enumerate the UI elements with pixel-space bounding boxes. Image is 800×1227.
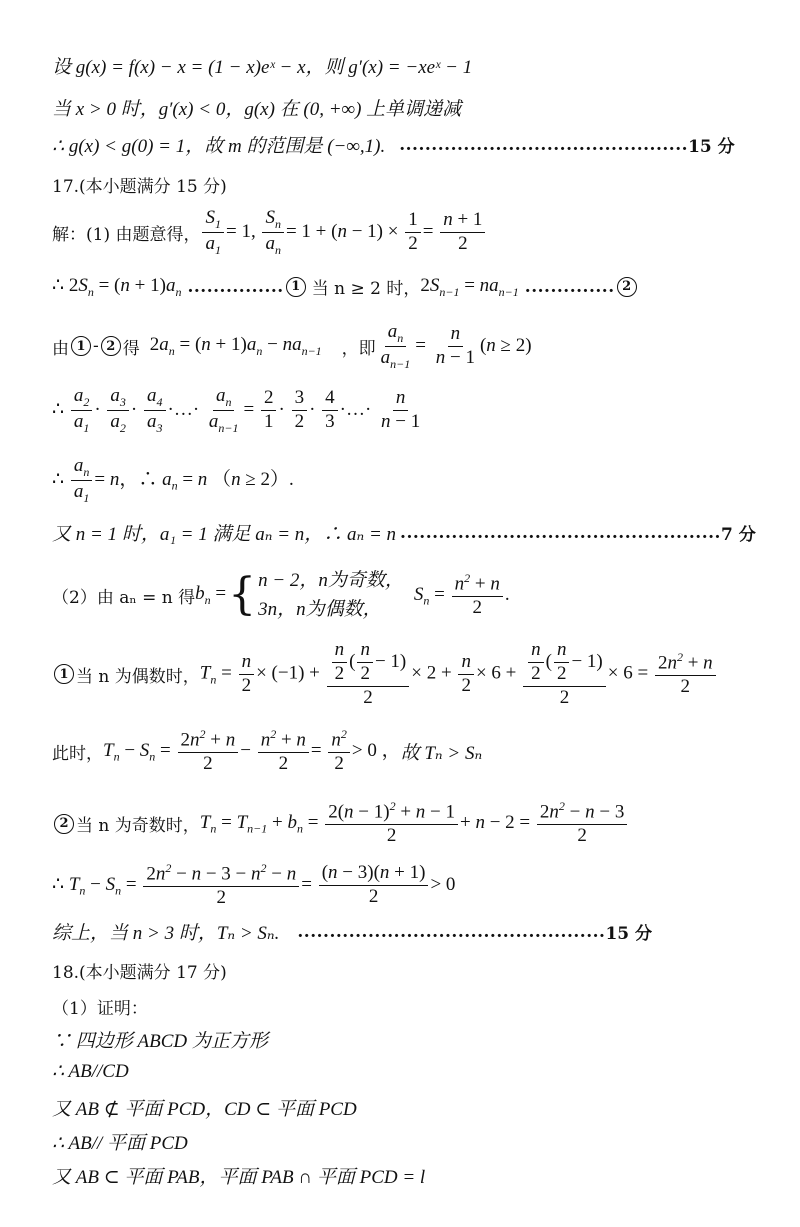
solution-line-10: [52, 800, 760, 847]
solution-line-9: [52, 728, 760, 775]
formula-bn: $b_n$ =: [195, 583, 227, 607]
problem-18-heading: [52, 958, 760, 983]
formula-Tn-Sn-even: $T_n - S_n$ = $\frac{2n^2 + n}{2}$ − $\frac{n^2 + n}{2}$ = $\frac{n^2}{2}$ > 0 ，: [103, 727, 401, 775]
solution-line-5: [52, 456, 760, 505]
label-ie: ，: [341, 338, 359, 359]
formula-Tn-even: $T_n$ = $\frac{n}{2}$ × (−1) + $\frac{n}{2}$ ( $\frac{n}{2}$ − 1) 2 × 2 + $\frac{n}{2}$ × 6 + $\frac{n}{2}$ ( $\frac{n}{2}$ − 1) 2 × 6 = $\frac{2n^2 + n}{2}$: [200, 640, 718, 709]
solution-line-12: 综上，当 n > 3 时，Tₙ > Sₙ. ................................................ 15 分: [52, 918, 760, 945]
solution-line-4: [52, 386, 760, 435]
formula-summary: 综上，当 n > 3 时，Tₙ > Sₙ.: [52, 923, 280, 944]
proof-line-4: [52, 1094, 760, 1121]
label-therefore: 故 Tₙ > Sₙ: [400, 743, 483, 765]
formula-Tn-odd: $T_n = T_{n-1} + b_n$ = $\frac{2(n - 1)^2 + n - 1}{2}$ + n − 2 = $\frac{2n^2 - n - 3}{2}$: [200, 800, 630, 847]
score-15-a: 15 分: [688, 137, 735, 157]
proof-line-2: [52, 1026, 760, 1053]
text-line-2: [52, 94, 760, 121]
circled-number-2c: 2: [54, 814, 74, 834]
score-leader: .............................................: [399, 134, 689, 155]
solution-line-8: [52, 640, 760, 709]
solution-line-11: [52, 862, 760, 909]
solution-line-2: ∴ $2S_n = (n + 1)a_n$ ............... 1 当 n ≥ 2 时， $2S_{n-1} = na_{n-1}$ .............. 2: [52, 274, 760, 300]
proof-line-3: [52, 1060, 760, 1083]
case-even: 3n，n为偶数，: [258, 599, 382, 621]
label-part2: （2）由 aₙ = n 得: [52, 587, 196, 608]
formula-Tn-Sn-odd: ∴ $T_n - S_n$ = $\frac{2n^2 - n - 3 - n^2 - n}{2}$ = $\frac{(n - 3)(n + 1)}{2}$ > 0: [52, 861, 456, 909]
proof-parallel: ∴ AB//CD: [52, 1061, 129, 1082]
circled-number-2: 2: [617, 277, 637, 297]
proof-line-6: [52, 1162, 760, 1189]
score-7: 7 分: [720, 525, 756, 545]
case-odd: n − 2，n为奇数，: [258, 570, 404, 591]
formula-monotonic: 当 x > 0 时，g′(x) < 0，g(x) 在 (0, +∞) 上单调递减: [52, 99, 462, 120]
label-ci-shi: 此时，: [52, 744, 103, 765]
proof-not-in-plane: 又 AB ⊄ 平面 PCD，CD ⊂ 平面 PCD: [52, 1099, 357, 1120]
proof-parallel-plane: ∴ AB// 平面 PCD: [52, 1133, 188, 1154]
formula-Sn: $S_n$ = $\frac{n^2 + n}{2}$ .: [413, 570, 510, 619]
formula-g-definition: 设 g(x) = f(x) − x = (1 − x)eˣ − x，则 g′(x) = −xeˣ − 1: [52, 57, 473, 78]
problem-17-heading: [52, 172, 760, 197]
solution-prefix: 解：(1) 由题意得，: [52, 224, 201, 245]
label-ie-word: 即: [358, 338, 376, 359]
label-get: 得: [122, 338, 140, 359]
proof-line-5: [52, 1128, 760, 1155]
proof-line-1: [52, 994, 760, 1019]
solution-line-7: [52, 566, 760, 625]
circled-number-1: 1: [286, 277, 306, 297]
formula-s-over-a: $\frac{S_1}{a_1}$ = 1, $\frac{S_n}{a_n}$ = 1 + (n − 1) × $\frac{1}{2}$ = $\frac{n + 1}{2}$: [200, 208, 487, 257]
label-even-when: 当 n 为偶数时，: [76, 666, 200, 687]
solution-line-3: 由 1 - 2 得 $2a_n = (n + 1)a_n - na_{n-1}$ ， 即 $\frac{a_n}{a_{n-1}}$ = $\frac{n}{n - 1}$ (n ≥ 2): [52, 321, 532, 371]
formula-2Sn: ∴ $2S_n = (n + 1)a_n$: [52, 275, 182, 299]
score-15-b: 15 分: [605, 924, 653, 944]
formula-product: ∴ $\frac{a_2}{a_1}$ · $\frac{a_3}{a_2}$ · $\frac{a_4}{a_3}$ ·…· $\frac{a_n}{a_{n-1}}$ = $\frac{2}{1}$ · $\frac{3}{2}$ · $\frac{4}{3}$ ·…· $\frac{n}{n - 1}$: [52, 385, 421, 435]
formula-an-over-a1: ∴ $\frac{a_n}{a_1}$ = n，∴ $a_n = n$ （n ≥ 2）.: [52, 455, 294, 505]
circled-number-1c: 1: [54, 664, 74, 684]
proof-label: （1）证明：: [52, 999, 148, 1019]
heading-18: 18.(本小题满分 17 分): [52, 963, 227, 983]
formula-subtract: $2a_n = (n + 1)a_n - na_{n-1}$: [149, 334, 322, 358]
label-when-n2: 当 n ≥ 2 时，: [311, 279, 421, 300]
circled-number-2b: 2: [101, 336, 121, 356]
text-line-3: [52, 131, 760, 158]
formula-n-equals-1: 又 n = 1 时，a₁ = 1 满足 aₙ = n，∴ aₙ = n: [52, 524, 397, 545]
proof-intersection: 又 AB ⊂ 平面 PAB，平面 PAB ∩ 平面 PCD = l: [52, 1167, 426, 1188]
proof-square: ∵ 四边形 ABCD 为正方形: [52, 1031, 268, 1052]
heading-17: 17.(本小题满分 15 分): [52, 177, 227, 197]
label-from: 由: [52, 338, 69, 359]
formula-range-m: ∴ g(x) < g(0) = 1，故 m 的范围是 (−∞,1).: [52, 136, 386, 157]
piecewise-cases: [258, 566, 404, 625]
brace-symbol: {: [228, 569, 257, 621]
formula-ratio: $\frac{a_n}{a_{n-1}}$ = $\frac{n}{n - 1}$ (n ≥ 2): [380, 321, 532, 371]
label-odd-when: 当 n 为奇数时，: [76, 816, 200, 837]
solution-line-1: [52, 208, 760, 257]
text-line-1: [52, 52, 760, 79]
formula-2Sn-1: $2S_{n-1} = na_{n-1}$: [420, 274, 519, 299]
solution-line-6: 又 n = 1 时，a₁ = 1 满足 aₙ = n，∴ aₙ = n .................................................. 7 分: [52, 519, 760, 546]
circled-number-1b: 1: [71, 336, 91, 356]
